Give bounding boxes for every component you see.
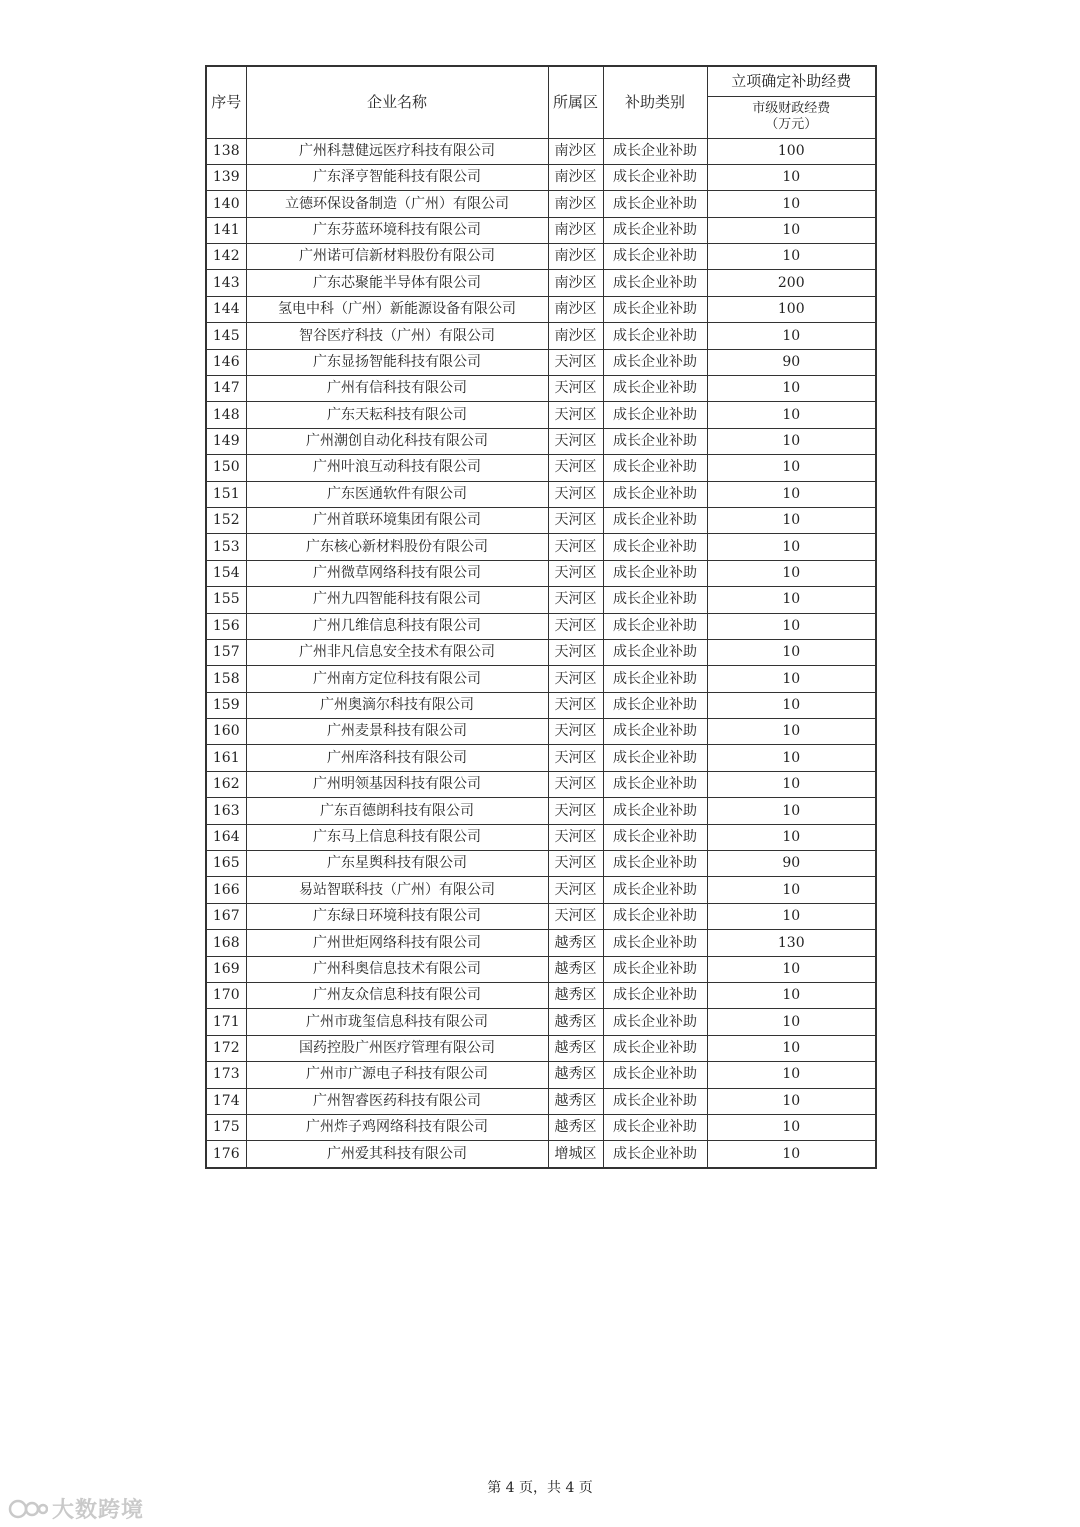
watermark-logo-icon	[8, 1496, 48, 1522]
cell-category: 成长企业补助	[603, 455, 707, 481]
cell-seq: 170	[206, 983, 246, 1009]
cell-amount: 10	[707, 771, 876, 797]
cell-district: 越秀区	[548, 1035, 603, 1061]
cell-district: 南沙区	[548, 217, 603, 243]
cell-category: 成长企业补助	[603, 534, 707, 560]
cell-district: 天河区	[548, 745, 603, 771]
cell-district: 天河区	[548, 851, 603, 877]
cell-category: 成长企业补助	[603, 507, 707, 533]
cell-category: 成长企业补助	[603, 323, 707, 349]
cell-category: 成长企业补助	[603, 1088, 707, 1114]
cell-district: 天河区	[548, 666, 603, 692]
cell-company: 广东芬蓝环境科技有限公司	[246, 217, 548, 243]
cell-district: 天河区	[548, 587, 603, 613]
cell-category: 成长企业补助	[603, 138, 707, 164]
cell-company: 广东绿日环境科技有限公司	[246, 903, 548, 929]
cell-district: 天河区	[548, 613, 603, 639]
cell-district: 南沙区	[548, 138, 603, 164]
page-number: 第 4 页，共 4 页	[487, 1480, 593, 1496]
cell-district: 天河区	[548, 402, 603, 428]
cell-category: 成长企业补助	[603, 930, 707, 956]
cell-seq: 146	[206, 349, 246, 375]
cell-amount: 10	[707, 164, 876, 190]
cell-category: 成长企业补助	[603, 1035, 707, 1061]
table-row	[206, 903, 876, 929]
cell-company: 广州微草网络科技有限公司	[246, 560, 548, 586]
cell-seq: 138	[206, 138, 246, 164]
cell-amount: 10	[707, 402, 876, 428]
cell-company: 广东芯聚能半导体有限公司	[246, 270, 548, 296]
cell-company: 广州友众信息科技有限公司	[246, 983, 548, 1009]
cell-category: 成长企业补助	[603, 666, 707, 692]
cell-amount: 10	[707, 587, 876, 613]
table-row	[206, 639, 876, 665]
table-row	[206, 507, 876, 533]
cell-company: 广东天耘科技有限公司	[246, 402, 548, 428]
cell-amount: 100	[707, 138, 876, 164]
cell-category: 成长企业补助	[603, 639, 707, 665]
cell-amount: 100	[707, 296, 876, 322]
cell-amount: 10	[707, 1088, 876, 1114]
cell-district: 天河区	[548, 507, 603, 533]
cell-seq: 175	[206, 1114, 246, 1140]
cell-company: 广州叶浪互动科技有限公司	[246, 455, 548, 481]
cell-district: 天河区	[548, 428, 603, 454]
header-funding-sub	[707, 96, 876, 138]
cell-district: 天河区	[548, 639, 603, 665]
table-row	[206, 851, 876, 877]
table-row	[206, 534, 876, 560]
cell-amount: 10	[707, 613, 876, 639]
table-row	[206, 1009, 876, 1035]
cell-seq: 159	[206, 692, 246, 718]
cell-seq: 172	[206, 1035, 246, 1061]
table-row	[206, 1114, 876, 1140]
cell-district: 越秀区	[548, 1088, 603, 1114]
table-row	[206, 930, 876, 956]
table-row	[206, 402, 876, 428]
table-row	[206, 1035, 876, 1061]
cell-company: 广州市广源电子科技有限公司	[246, 1062, 548, 1088]
cell-company: 立德环保设备制造（广州）有限公司	[246, 191, 548, 217]
header-funding-unit: （万元）	[765, 117, 818, 132]
cell-seq: 139	[206, 164, 246, 190]
cell-seq: 163	[206, 798, 246, 824]
cell-category: 成长企业补助	[603, 560, 707, 586]
cell-district: 南沙区	[548, 323, 603, 349]
cell-amount: 10	[707, 1114, 876, 1140]
table-row	[206, 164, 876, 190]
cell-company: 广州首联环境集团有限公司	[246, 507, 548, 533]
cell-company: 广州炸子鸡网络科技有限公司	[246, 1114, 548, 1140]
cell-category: 成长企业补助	[603, 1141, 707, 1168]
cell-amount: 10	[707, 745, 876, 771]
cell-district: 南沙区	[548, 244, 603, 270]
cell-seq: 165	[206, 851, 246, 877]
cell-category: 成长企业补助	[603, 1009, 707, 1035]
cell-district: 天河区	[548, 877, 603, 903]
cell-seq: 161	[206, 745, 246, 771]
cell-district: 天河区	[548, 560, 603, 586]
cell-category: 成长企业补助	[603, 376, 707, 402]
watermark	[8, 1493, 144, 1524]
cell-seq: 164	[206, 824, 246, 850]
cell-amount: 90	[707, 851, 876, 877]
cell-district: 天河区	[548, 692, 603, 718]
cell-seq: 152	[206, 507, 246, 533]
watermark-text: 大数跨境	[52, 1498, 145, 1523]
cell-amount: 200	[707, 270, 876, 296]
cell-company: 广州爱其科技有限公司	[246, 1141, 548, 1168]
cell-company: 智谷医疗科技（广州）有限公司	[246, 323, 548, 349]
table-row	[206, 455, 876, 481]
cell-amount: 10	[707, 455, 876, 481]
cell-seq: 166	[206, 877, 246, 903]
table-row	[206, 138, 876, 164]
header-funding-sub-label: 市级财政经费	[752, 101, 831, 117]
cell-district: 天河区	[548, 824, 603, 850]
cell-district: 南沙区	[548, 164, 603, 190]
cell-amount: 10	[707, 507, 876, 533]
table-row	[206, 613, 876, 639]
cell-amount: 10	[707, 428, 876, 454]
table-header	[206, 66, 876, 138]
table-row	[206, 191, 876, 217]
cell-company: 广州非凡信息安全技术有限公司	[246, 639, 548, 665]
cell-category: 成长企业补助	[603, 402, 707, 428]
cell-category: 成长企业补助	[603, 798, 707, 824]
cell-seq: 162	[206, 771, 246, 797]
cell-seq: 147	[206, 376, 246, 402]
table-row	[206, 428, 876, 454]
cell-amount: 10	[707, 376, 876, 402]
cell-district: 越秀区	[548, 1114, 603, 1140]
cell-company: 广东泽亨智能科技有限公司	[246, 164, 548, 190]
cell-company: 广州奥滴尔科技有限公司	[246, 692, 548, 718]
table-row	[206, 824, 876, 850]
cell-category: 成长企业补助	[603, 191, 707, 217]
table-row	[206, 719, 876, 745]
table-row	[206, 798, 876, 824]
cell-seq: 140	[206, 191, 246, 217]
cell-category: 成长企业补助	[603, 851, 707, 877]
table-row	[206, 1062, 876, 1088]
cell-seq: 169	[206, 956, 246, 982]
cell-company: 广州几维信息科技有限公司	[246, 613, 548, 639]
cell-seq: 158	[206, 666, 246, 692]
cell-district: 越秀区	[548, 930, 603, 956]
cell-amount: 10	[707, 191, 876, 217]
table-row	[206, 560, 876, 586]
table-row	[206, 983, 876, 1009]
cell-amount: 10	[707, 323, 876, 349]
cell-seq: 149	[206, 428, 246, 454]
cell-company: 广州有信科技有限公司	[246, 376, 548, 402]
cell-district: 天河区	[548, 903, 603, 929]
table-row	[206, 244, 876, 270]
cell-company: 广州科奥信息技术有限公司	[246, 956, 548, 982]
cell-amount: 10	[707, 481, 876, 507]
cell-company: 广东马上信息科技有限公司	[246, 824, 548, 850]
cell-category: 成长企业补助	[603, 428, 707, 454]
cell-district: 南沙区	[548, 296, 603, 322]
cell-seq: 167	[206, 903, 246, 929]
table-row	[206, 956, 876, 982]
cell-category: 成长企业补助	[603, 1062, 707, 1088]
table-body	[206, 138, 876, 1168]
cell-category: 成长企业补助	[603, 719, 707, 745]
cell-seq: 154	[206, 560, 246, 586]
table-row	[206, 587, 876, 613]
cell-amount: 10	[707, 719, 876, 745]
table-row	[206, 217, 876, 243]
table-row	[206, 692, 876, 718]
cell-category: 成长企业补助	[603, 692, 707, 718]
cell-district: 南沙区	[548, 270, 603, 296]
cell-district: 天河区	[548, 534, 603, 560]
cell-amount: 10	[707, 824, 876, 850]
cell-company: 广东星舆科技有限公司	[246, 851, 548, 877]
cell-seq: 160	[206, 719, 246, 745]
cell-seq: 157	[206, 639, 246, 665]
table-row	[206, 270, 876, 296]
header-district: 所属区	[548, 66, 603, 138]
cell-seq: 156	[206, 613, 246, 639]
cell-category: 成长企业补助	[603, 903, 707, 929]
cell-company: 广州市珑玺信息科技有限公司	[246, 1009, 548, 1035]
cell-district: 越秀区	[548, 983, 603, 1009]
cell-category: 成长企业补助	[603, 877, 707, 903]
table-row	[206, 481, 876, 507]
table-row	[206, 771, 876, 797]
cell-category: 成长企业补助	[603, 164, 707, 190]
table-row	[206, 349, 876, 375]
cell-amount: 10	[707, 877, 876, 903]
cell-category: 成长企业补助	[603, 217, 707, 243]
cell-amount: 130	[707, 930, 876, 956]
cell-category: 成长企业补助	[603, 244, 707, 270]
cell-district: 越秀区	[548, 1062, 603, 1088]
cell-company: 广州科慧健远医疗科技有限公司	[246, 138, 548, 164]
cell-seq: 150	[206, 455, 246, 481]
cell-company: 易站智联科技（广州）有限公司	[246, 877, 548, 903]
cell-company: 国药控股广州医疗管理有限公司	[246, 1035, 548, 1061]
cell-seq: 153	[206, 534, 246, 560]
cell-amount: 10	[707, 903, 876, 929]
cell-amount: 10	[707, 956, 876, 982]
cell-amount: 10	[707, 692, 876, 718]
cell-company: 广东核心新材料股份有限公司	[246, 534, 548, 560]
cell-category: 成长企业补助	[603, 296, 707, 322]
table-row	[206, 1141, 876, 1168]
cell-company: 氢电中科（广州）新能源设备有限公司	[246, 296, 548, 322]
cell-seq: 143	[206, 270, 246, 296]
cell-company: 广州九四智能科技有限公司	[246, 587, 548, 613]
cell-category: 成长企业补助	[603, 956, 707, 982]
cell-district: 天河区	[548, 349, 603, 375]
cell-seq: 171	[206, 1009, 246, 1035]
header-seq: 序号	[206, 66, 246, 138]
cell-category: 成长企业补助	[603, 270, 707, 296]
cell-company: 广州麦景科技有限公司	[246, 719, 548, 745]
cell-category: 成长企业补助	[603, 349, 707, 375]
header-category: 补助类别	[603, 66, 707, 138]
cell-amount: 10	[707, 560, 876, 586]
cell-company: 广州智睿医药科技有限公司	[246, 1088, 548, 1114]
table-row	[206, 296, 876, 322]
cell-company: 广东百德朗科技有限公司	[246, 798, 548, 824]
cell-amount: 10	[707, 666, 876, 692]
cell-amount: 10	[707, 1009, 876, 1035]
subsidy-table	[205, 65, 877, 1169]
cell-company: 广东显扬智能科技有限公司	[246, 349, 548, 375]
cell-category: 成长企业补助	[603, 1114, 707, 1140]
table-row	[206, 1088, 876, 1114]
cell-district: 天河区	[548, 798, 603, 824]
header-funding-group: 立项确定补助经费	[707, 66, 876, 96]
cell-company: 广州南方定位科技有限公司	[246, 666, 548, 692]
cell-company: 广东医通软件有限公司	[246, 481, 548, 507]
cell-district: 天河区	[548, 376, 603, 402]
cell-company: 广州世炬网络科技有限公司	[246, 930, 548, 956]
cell-company: 广州库洛科技有限公司	[246, 745, 548, 771]
cell-district: 越秀区	[548, 1009, 603, 1035]
cell-district: 天河区	[548, 771, 603, 797]
cell-category: 成长企业补助	[603, 771, 707, 797]
cell-category: 成长企业补助	[603, 613, 707, 639]
cell-district: 南沙区	[548, 191, 603, 217]
cell-amount: 10	[707, 244, 876, 270]
cell-amount: 90	[707, 349, 876, 375]
cell-category: 成长企业补助	[603, 824, 707, 850]
cell-seq: 176	[206, 1141, 246, 1168]
cell-company: 广州诺可信新材料股份有限公司	[246, 244, 548, 270]
cell-amount: 10	[707, 217, 876, 243]
cell-seq: 148	[206, 402, 246, 428]
cell-amount: 10	[707, 1035, 876, 1061]
cell-seq: 173	[206, 1062, 246, 1088]
header-company: 企业名称	[246, 66, 548, 138]
cell-category: 成长企业补助	[603, 587, 707, 613]
cell-seq: 151	[206, 481, 246, 507]
cell-seq: 144	[206, 296, 246, 322]
cell-category: 成长企业补助	[603, 481, 707, 507]
cell-district: 天河区	[548, 481, 603, 507]
cell-seq: 141	[206, 217, 246, 243]
cell-amount: 10	[707, 1062, 876, 1088]
cell-category: 成长企业补助	[603, 983, 707, 1009]
table-row	[206, 323, 876, 349]
cell-seq: 168	[206, 930, 246, 956]
cell-amount: 10	[707, 534, 876, 560]
cell-company: 广州潮创自动化科技有限公司	[246, 428, 548, 454]
cell-seq: 174	[206, 1088, 246, 1114]
cell-amount: 10	[707, 983, 876, 1009]
cell-seq: 145	[206, 323, 246, 349]
cell-amount: 10	[707, 798, 876, 824]
table-row	[206, 877, 876, 903]
cell-seq: 142	[206, 244, 246, 270]
cell-amount: 10	[707, 639, 876, 665]
cell-district: 增城区	[548, 1141, 603, 1168]
cell-amount: 10	[707, 1141, 876, 1168]
table-row	[206, 745, 876, 771]
cell-district: 天河区	[548, 455, 603, 481]
table-row	[206, 666, 876, 692]
cell-category: 成长企业补助	[603, 745, 707, 771]
cell-district: 天河区	[548, 719, 603, 745]
cell-company: 广州明领基因科技有限公司	[246, 771, 548, 797]
table-row	[206, 376, 876, 402]
cell-district: 越秀区	[548, 956, 603, 982]
cell-seq: 155	[206, 587, 246, 613]
